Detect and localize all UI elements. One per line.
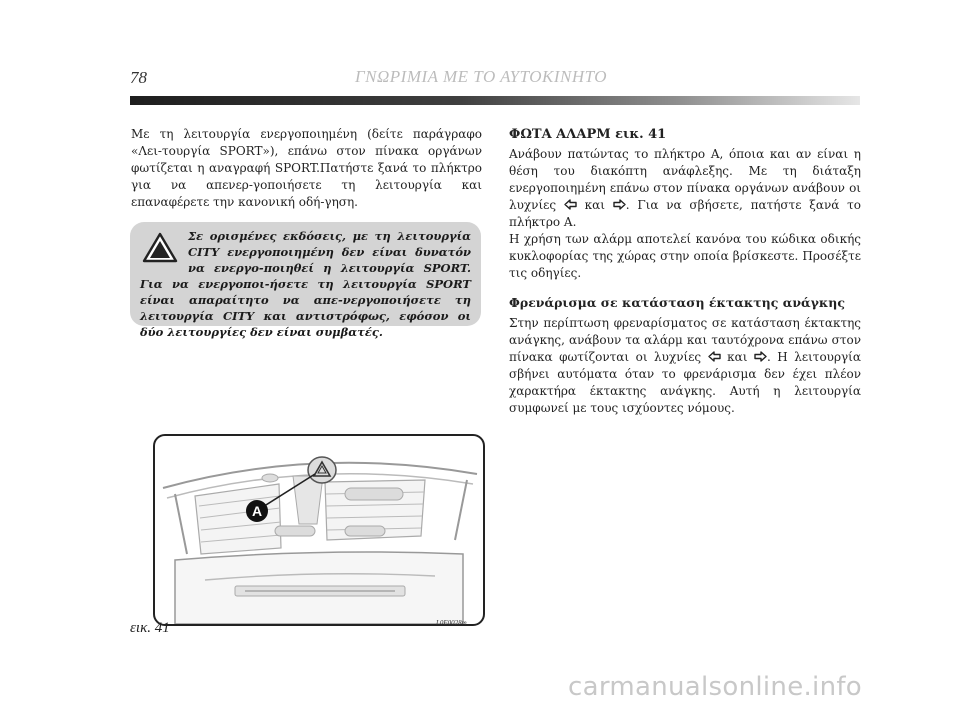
figure-dashboard-illustration	[153, 434, 485, 626]
traffic-code-paragraph: Η χρήση των αλάρμ αποτελεί κανόνα του κώδικα οδικής κυκλοφορίας της χώρας στην οποία βρίσκεστε. Προσέξτε τις οδηγίες.	[509, 232, 861, 280]
page-number: 78	[130, 68, 147, 87]
figure-code: L0E0028m	[436, 619, 467, 627]
hazard-paragraph: Ανάβουν πατώντας το πλήκτρο A, όποια και αν είναι η θέση του διακόπτη ανάφλεξης. Με τη διάταξη ενεργοποιημένη επάνω στον πίνακα οργάνων ανάβουν οι λυχνίες και . Για να σβήσετε, πατήστε ξανά το πλήκτρο A.	[509, 147, 861, 229]
header-rule	[130, 96, 860, 105]
watermark: carmanualsonline.info	[568, 672, 863, 702]
emergency-braking-paragraph: Στην περίπτωση φρεναρίσματος σε κατάσταση έκτακτης ανάγκης, ανάβουν τα αλάρμ και ταυτόχρονα επάνω στον πίνακα φωτίζονται οι λυχνίες και . Η λειτουργία σβήνει αυτόματα όταν το φρενάρισμα δεν έχει πλέον χαρακτήρα έκτακτης ανάγκης. Αυτή η λειτουργία συμφωνεί με τους ισχύοντες νόμους.	[509, 316, 861, 415]
subsection-title: Φρενάρισμα σε κατάσταση έκτακτης ανάγκης	[509, 295, 845, 310]
figure-caption: εικ. 41	[130, 620, 170, 636]
warning-box	[130, 222, 481, 339]
right-turn-indicator-icon	[613, 199, 626, 210]
section-title: ΦΩΤΑ ΑΛΑΡΜ εικ. 41	[509, 127, 667, 142]
dashboard-drawing	[155, 436, 483, 624]
left-column	[131, 126, 482, 211]
right-turn-indicator-icon	[754, 351, 767, 362]
left-turn-indicator-icon	[564, 199, 577, 210]
intro-paragraph: Με τη λειτουργία ενεργοποιημένη (δείτε παράγραφο «Λει-τουργία SPORT»), επάνω στον πίνακα οργάνων φωτίζεται η αναγραφή SPORT.Πατήστε ξανά το πλήκτρο για να απενερ-γοποιήσετε τη λειτουργία και επαναφέρετε την κανονική οδή-γηση.	[131, 127, 482, 209]
callout-a-label: A	[251, 503, 263, 519]
hazard-button	[308, 457, 336, 483]
warning-text: Σε ορισμένες εκδόσεις, με τη λειτουργία CITY ενεργοποιημένη δεν είναι δυνατόν να ενεργο-ποιηθεί η λειτουργία SPORT. Για να ενεργοποι-ήσετε τη λειτουργία SPORT είναι απαραίτητο να απε-νεργοποιήσετε τη λειτουργία CITY και αντιστρόφως, εφόσον οι δύο λειτουργίες δεν είναι συμβατές.	[140, 229, 471, 339]
left-turn-indicator-icon	[708, 351, 721, 362]
page-header-title: ΓΝΩΡΙΜΙΑ ΜΕ ΤΟ ΑΥΤΟΚΙΝΗΤΟ	[355, 67, 608, 86]
right-column	[509, 126, 861, 417]
